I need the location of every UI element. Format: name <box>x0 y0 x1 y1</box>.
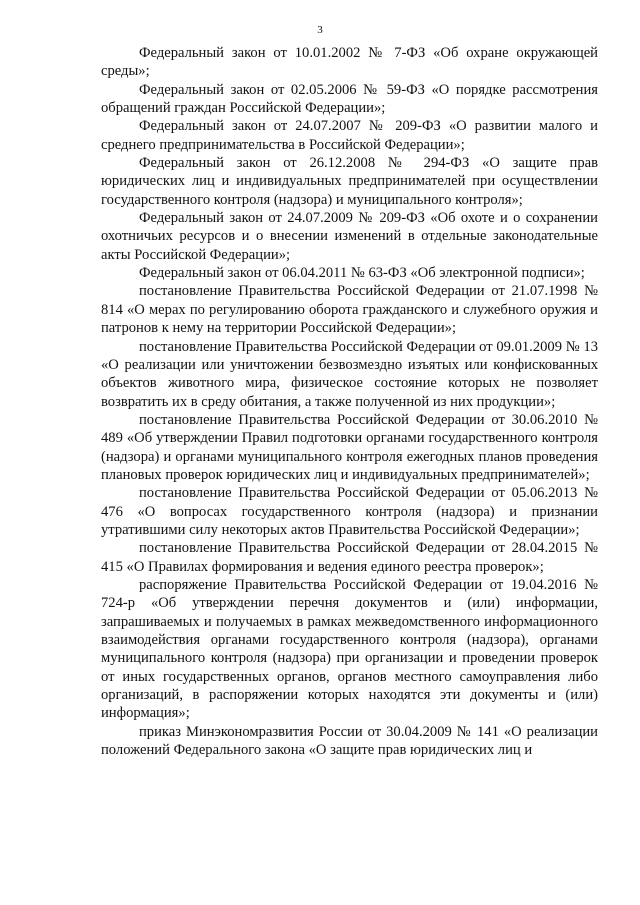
legal-act-item: Федеральный закон от 26.12.2008 № 294-ФЗ «О защите прав юридических лиц и индивидуальных предпринимателей при осуществлении государственного контроля (надзора) и муниципального контроля»; <box>101 155 598 208</box>
legal-act-item: постановление Правительства Российской Федерации от 09.01.2009 № 13 «О реализации или уничтожении безвозмездно изъятых или конфискованных объектов животного мира, физическое состояние которых не позволяет возвратить их в среду обитания, а также полученной из них продукции»; <box>101 338 598 410</box>
legal-act-item: постановление Правительства Российской Федерации от 05.06.2013 № 476 «О вопросах государственного контроля (надзора) и признании утратившими силу некоторых актов Правительства Российской Федерации»; <box>101 485 598 538</box>
document-body <box>101 44 598 759</box>
legal-act-item: постановление Правительства Российской Федерации от 28.04.2015 № 415 «О Правилах формирования и ведения единого реестра проверок»; <box>101 540 598 575</box>
legal-act-item: приказ Минэкономразвития России от 30.04.2009 № 141 «О реализации положений Федерального закона «О защите прав юридических лиц и <box>101 723 598 759</box>
legal-act-item: постановление Правительства Российской Федерации от 21.07.1998 № 814 «О мерах по регулированию оборота гражданского и служебного оружия и патронов к нему на территории Российской Федерации»; <box>101 283 598 337</box>
page-number: 3 <box>317 24 323 36</box>
legal-act-item: Федеральный закон от 06.04.2011 № 63-ФЗ «Об электронной подписи»; <box>139 265 585 282</box>
legal-act-item: Федеральный закон от 10.01.2002 № 7-ФЗ «Об охране окружающей среды»; <box>101 45 598 80</box>
legal-act-item: распоряжение Правительства Российской Федерации от 19.04.2016 № 724-р «Об утверждении перечня документов и (или) информации, запрашиваемых и получаемых в рамках межведомственного информационного взаимодействия органами государственного контроля (надзора), органами муниципального контроля (надзора) при организации и проведении проверок от иных государственных органов, органов местного самоуправления либо организаций, в распоряжении которых находятся эти документы и (или) информация»; <box>101 576 598 722</box>
legal-act-item: постановление Правительства Российской Федерации от 30.06.2010 № 489 «Об утверждении Правил подготовки органами государственного контроля (надзора) и органами муниципального контроля ежегодных планов проведения плановых проверок юридических лиц и индивидуальных предпринимателей»; <box>101 411 598 483</box>
legal-act-item: Федеральный закон от 24.07.2009 № 209-ФЗ «Об охоте и о сохранении охотничьих ресурсов и о внесении изменений в отдельные законодательные акты Российской Федерации»; <box>101 210 598 263</box>
legal-act-item: Федеральный закон от 02.05.2006 № 59-ФЗ «О порядке рассмотрения обращений граждан Российской Федерации»; <box>101 81 598 117</box>
legal-act-item: Федеральный закон от 24.07.2007 № 209-ФЗ «О развитии малого и среднего предпринимательства в Российской Федерации»; <box>101 118 598 153</box>
